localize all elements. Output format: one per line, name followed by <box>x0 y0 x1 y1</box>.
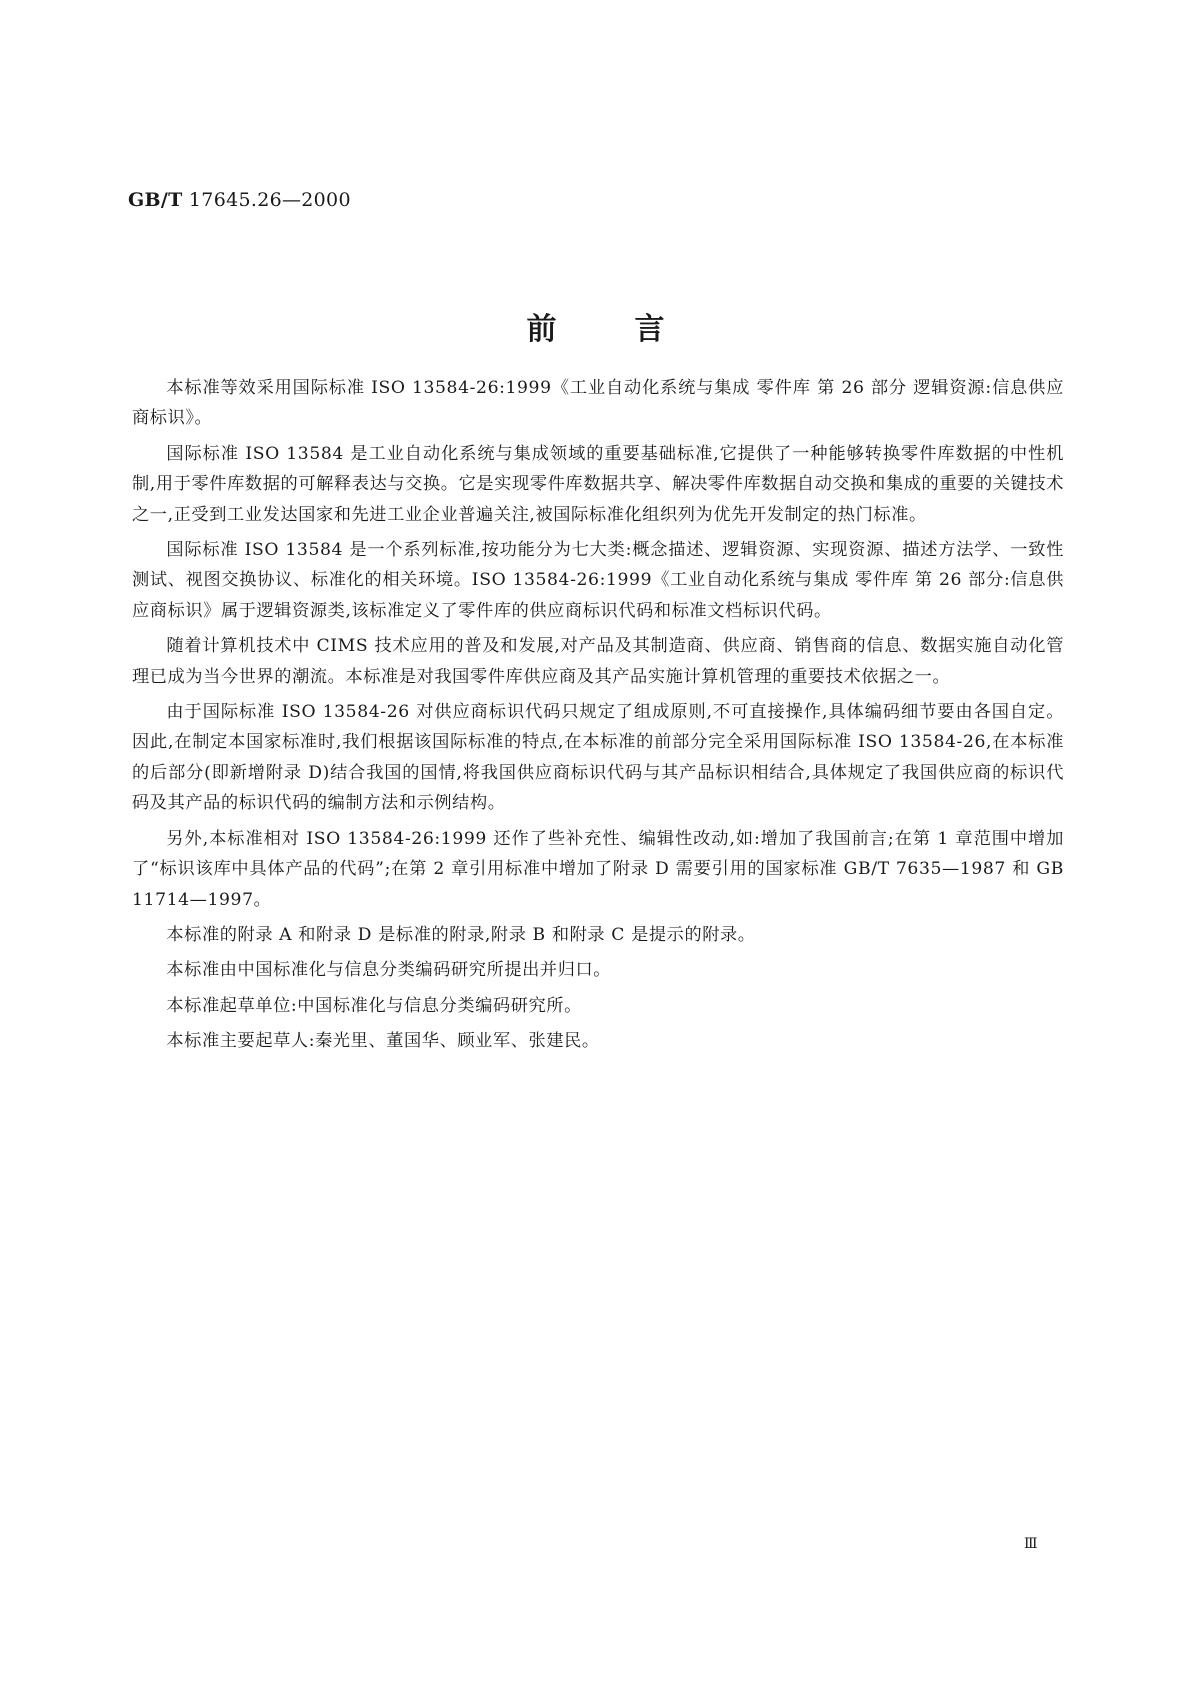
paragraph-changes: 另外,本标准相对 ISO 13584-26:1999 还作了些补充性、编辑性改动,如:增加了我国前言;在第 1 章范围中增加了“标识该库中具体产品的代码”;在第 2 章引用标准中增加了附录 D 需要引用的国家标准 GB/T 7635—1987 和 GB 11714—1997。 <box>132 828 1064 910</box>
page-title: 前言 <box>526 312 743 347</box>
paragraph-background: 国际标准 ISO 13584 是工业自动化系统与集成领域的重要基础标准,它提供了一种能够转换零件库数据的中性机制,用于零件库数据的可解释表达与交换。它是实现零件库数据共享、解决零件库数据自动交换和集成的重要的关键技术之一,正受到工业发达国家和先进工业企业普遍关注,被国际标准化组织列为优先开发制定的热门标准。 <box>132 443 1064 525</box>
paragraph-national-adaptation: 由于国际标准 ISO 13584-26 对供应商标识代码只规定了组成原则,不可直接操作,具体编码细节要由各国自定。因此,在制定本国家标准时,我们根据该国际标准的特点,在本标准的前部分完全采用国际标准 ISO 13584-26,在本标准的后部分(即新增附录 D)结合我国的国情,将我国供应商标识代码与其产品标识相结合,具体规定了我国供应商的标识代码及其产品的标识代码的编制方法和示例结构。 <box>132 702 1064 814</box>
page-number: Ⅲ <box>1024 1536 1036 1552</box>
paragraph-drafting-unit: 本标准起草单位:中国标准化与信息分类编码研究所。 <box>166 995 582 1016</box>
paragraph-cims: 随着计算机技术中 CIMS 技术应用的普及和发展,对产品及其制造商、供应商、销售商的信息、数据实施自动化管理已成为当今世界的潮流。本标准是对我国零件库供应商及其产品实施计算机管理的重要技术依据之一。 <box>132 636 1064 687</box>
paragraph-series: 国际标准 ISO 13584 是一个系列标准,按功能分为七大类:概念描述、逻辑资源、实现资源、描述方法学、一致性测试、视图交换协议、标准化的相关环境。ISO 13584-26:1999《工业自动化系统与集成 零件库 第 26 部分:信息供应商标识》属于逻辑资源类,该标准定义了零件库的供应商标识代码和标准文档标识代码。 <box>132 540 1064 621</box>
standard-code-prefix: GB/T <box>128 189 183 211</box>
preface-body <box>132 373 1064 1062</box>
paragraph-drafters: 本标准主要起草人:秦光里、董国华、顾业军、张建民。 <box>166 1031 600 1052</box>
paragraph-proposer: 本标准由中国标准化与信息分类编码研究所提出并归口。 <box>166 960 612 981</box>
paragraph-annexes: 本标准的附录 A 和附录 D 是标准的附录,附录 B 和附录 C 是提示的附录。 <box>166 924 756 945</box>
standard-code-number: 17645.26—2000 <box>188 189 351 211</box>
standard-code-header <box>128 189 351 211</box>
paragraph-adoption: 本标准等效采用国际标准 ISO 13584-26:1999《工业自动化系统与集成 零件库 第 26 部分 逻辑资源:信息供应商标识》。 <box>132 378 1064 429</box>
